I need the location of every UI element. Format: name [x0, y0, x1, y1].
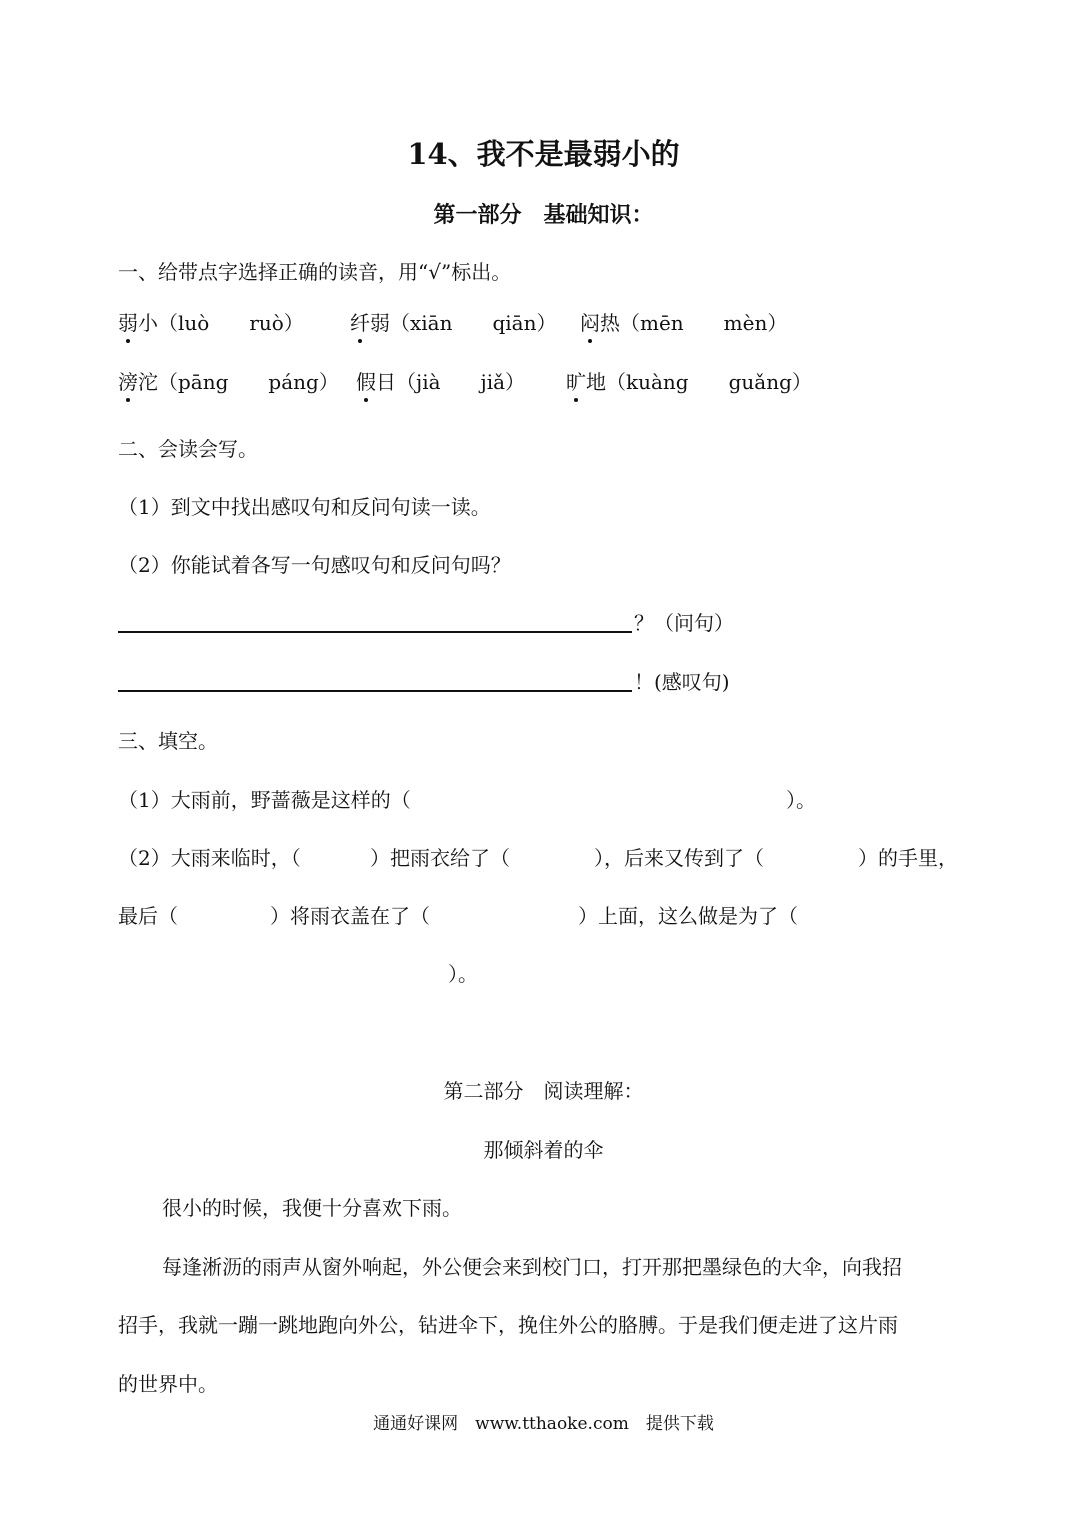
- q3-sub2-part: （2）大雨来临时，（: [118, 846, 301, 870]
- page-footer: 通通好课网 www.tthaoke.com 提供下载: [373, 1414, 714, 1434]
- q3-sub2-part: ）将雨衣盖在了（: [270, 904, 430, 928]
- pinyin-item: [350, 309, 556, 337]
- item-rest: 日: [376, 370, 396, 394]
- q3-sub1-end: ）。: [786, 788, 816, 812]
- q2-instruction: 二、会读会写。: [118, 437, 258, 461]
- item-rest: 热: [600, 311, 620, 335]
- answer-line-exclamation[interactable]: [118, 690, 632, 692]
- dotted-char: 假: [356, 370, 376, 394]
- dotted-char: 纤: [350, 311, 370, 335]
- q3-sub2-part: ）的手里，: [858, 846, 958, 870]
- story-paragraph: 的世界中。: [118, 1372, 218, 1396]
- item-options: （mēn mèn）: [620, 311, 788, 335]
- item-options: （luò ruò）: [158, 311, 304, 335]
- q3-sub1-start: （1）大雨前，野蔷薇是这样的（: [118, 788, 411, 812]
- story-paragraph: 招手，我就一蹦一跳地跑向外公，钻进伞下，挽住外公的胳膊。于是我们便走进了这片雨: [118, 1313, 898, 1337]
- dotted-char: 弱: [118, 311, 138, 335]
- story-paragraph: 很小的时候，我便十分喜欢下雨。: [162, 1196, 462, 1220]
- part2-heading: 第二部分 阅读理解：: [443, 1079, 644, 1103]
- answer-line-question[interactable]: [118, 631, 632, 633]
- page-title: 14、我不是最弱小的: [407, 137, 680, 171]
- dotted-char: 闷: [580, 311, 600, 335]
- part1-heading: 第一部分 基础知识：: [433, 202, 654, 228]
- dotted-char: 旷: [566, 370, 586, 394]
- q3-sub2-part: ）把雨衣给了（: [370, 846, 510, 870]
- q3-sub2-part: ）上面，这么做是为了（: [578, 904, 798, 928]
- story-paragraph: 每逢淅沥的雨声从窗外响起，外公便会来到校门口，打开那把墨绿色的大伞，向我招: [162, 1255, 902, 1279]
- q2-sub2: （2）你能试着各写一句感叹句和反问句吗？: [118, 553, 511, 577]
- item-options: （pāng páng）: [158, 370, 339, 394]
- item-rest: 弱: [370, 311, 390, 335]
- exclamation-suffix: ！(感叹句): [634, 670, 730, 694]
- item-options: （xiān qiān）: [390, 311, 557, 335]
- pinyin-item: [580, 309, 787, 337]
- q3-instruction: 三、填空。: [118, 729, 218, 753]
- item-rest: 地: [586, 370, 606, 394]
- pinyin-item: [356, 368, 525, 396]
- q3-sub2-part: ），后来又传到了（: [594, 846, 764, 870]
- pinyin-item: [118, 368, 339, 396]
- q2-sub1: （1）到文中找出感叹句和反问句读一读。: [118, 495, 491, 519]
- pinyin-item: [566, 368, 812, 396]
- q3-sub2-part: 最后（: [118, 904, 178, 928]
- q1-instruction: 一、给带点字选择正确的读音，用“√”标出。: [118, 260, 512, 284]
- pinyin-item: [118, 309, 304, 337]
- dotted-char: 滂: [118, 370, 138, 394]
- q3-sub2-part: ）。: [448, 962, 478, 986]
- item-options: （kuàng guǎng）: [606, 370, 812, 394]
- question-suffix: ？（问句）: [634, 611, 734, 635]
- story-title: 那倾斜着的伞: [483, 1138, 604, 1162]
- item-rest: 小: [138, 311, 158, 335]
- item-rest: 沱: [138, 370, 158, 394]
- item-options: （jià jiǎ）: [396, 370, 526, 394]
